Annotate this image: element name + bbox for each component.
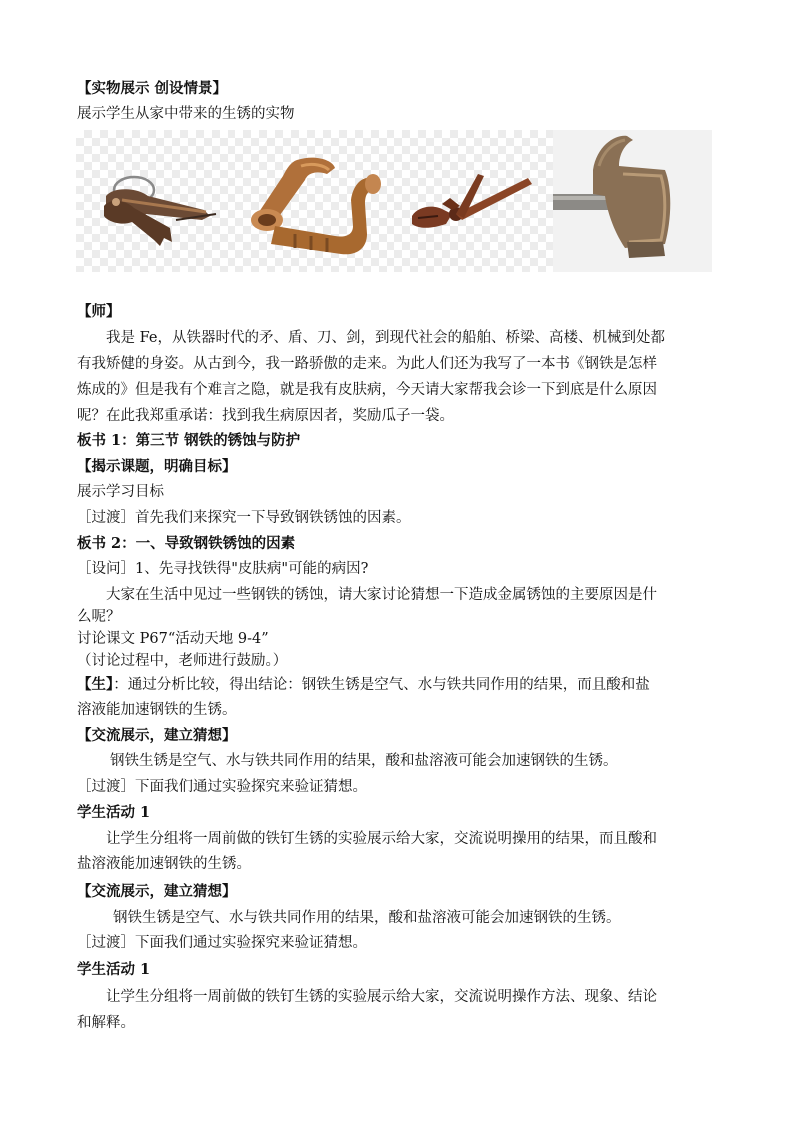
activity-1-heading: 学生活动 1	[77, 804, 151, 821]
board-note-1: 板书 1：第三节 钢铁的锈蚀与防护	[77, 432, 301, 449]
transition-2: ［过渡］下面我们通过实验探究来验证猜想。	[77, 779, 367, 795]
discuss-text: 讨论课文 P67“活动天地 9-4”	[77, 631, 269, 647]
exchange-text-1: 钢铁生锈是空气、水与铁共同作用的结果，酸和盐溶液可能会加速钢铁的生锈。	[110, 753, 618, 769]
show-goals-text: 展示学习目标	[77, 484, 164, 500]
teacher-line-4: 呢？在此我郑重承诺：找到我生病原因者，奖励瓜子一袋。	[77, 408, 454, 424]
rusty-hammer-icon	[553, 130, 712, 272]
section-heading-object-display: 【实物展示 创设情景】	[77, 80, 228, 97]
teacher-line-3: 炼成的》但是我有个难言之隐，就是我有皮肤病，今天请大家帮我会诊一下到底是什么原因	[77, 382, 657, 398]
board-note-2: 板书 2：一、导致钢铁锈蚀的因素	[77, 535, 296, 552]
rusty-keys-photo	[76, 130, 235, 272]
discuss-line-2: 么呢？	[77, 609, 121, 625]
discuss-note: （讨论过程中，老师进行鼓励。）	[77, 653, 288, 669]
teacher-line-1: 我是 Fe，从铁器时代的矛、盾、刀、剑，到现代社会的船舶、桥梁、高楼、机械到处都	[106, 330, 665, 346]
activity-1-line-2: 盐溶液能加速钢铁的生锈。	[77, 856, 251, 872]
transition-3: ［过渡］下面我们通过实验探究来验证猜想。	[77, 935, 367, 951]
question-1: ［设问］1、先寻找铁得"皮肤病"可能的病因?	[77, 561, 369, 577]
student-line-1: ：通过分析比较，得出结论：钢铁生锈是空气、水与铁共同作用的结果，而且酸和盐	[113, 677, 650, 693]
rusty-hammer-photo	[553, 130, 712, 272]
transition-1: ［过渡］首先我们来探究一下导致钢铁锈蚀的因素。	[77, 510, 411, 526]
exchange-text-2: 钢铁生锈是空气、水与铁共同作用的结果，酸和盐溶液可能会加速钢铁的生锈。	[113, 910, 621, 926]
student-line-2: 溶液能加速钢铁的生锈。	[77, 702, 237, 718]
rusty-keys-icon	[76, 130, 235, 272]
activity-1-line-1: 让学生分组将一周前做的铁钉生锈的实验展示给大家，交流说明操用的结果，而且酸和	[106, 831, 657, 847]
student-label: 【生】	[77, 676, 114, 693]
rusty-pliers-photo	[394, 130, 553, 272]
activity-2-heading: 学生活动 1	[77, 961, 151, 978]
exchange-heading-2: 【交流展示，建立猜想】	[77, 883, 237, 900]
teacher-line-2: 有我矫健的身姿。从古到今，我一路骄傲的走来。为此人们还为我写了一本书《钢铁是怎样	[77, 356, 657, 372]
activity-2-line-2: 和解释。	[77, 1015, 135, 1031]
exchange-heading-1: 【交流展示，建立猜想】	[77, 727, 237, 744]
rusty-pipe-photo	[235, 130, 394, 272]
section-intro: 展示学生从家中带来的生锈的实物	[77, 106, 295, 122]
rusty-pliers-icon	[394, 130, 553, 272]
activity-2-line-1: 让学生分组将一周前做的铁钉生锈的实验展示给大家，交流说明操作方法、现象、结论	[106, 989, 657, 1005]
teacher-label: 【师】	[77, 303, 121, 320]
photo-strip	[76, 130, 712, 272]
student-statement	[77, 674, 650, 696]
rusty-pipe-icon	[235, 130, 394, 272]
reveal-topic-heading: 【揭示课题，明确目标】	[77, 458, 237, 475]
discuss-line-1: 大家在生活中见过一些钢铁的锈蚀，请大家讨论猜想一下造成金属锈蚀的主要原因是什	[106, 587, 657, 603]
